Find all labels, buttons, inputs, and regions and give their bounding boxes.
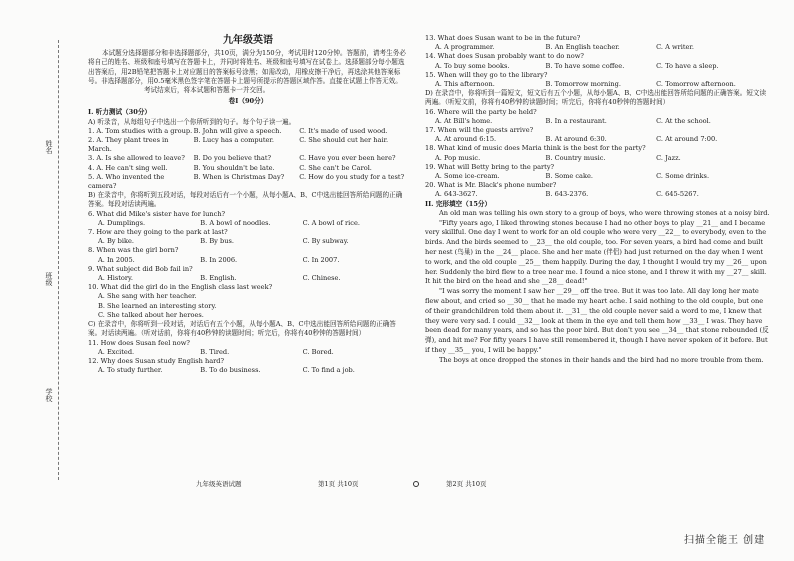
options (425, 135, 770, 144)
instruction-c: C) 在录音中，你将听到一段对话，对话后有五个小题，从每小题A、B、C中选出能回答所给问题的正确答案。对话读两遍。（听对话前，你将有40秒钟的读题时间；听完后，你将有40秒钟的答题时间） (88, 320, 396, 338)
option: A. To study further. (98, 366, 163, 375)
a-row-5 (88, 173, 408, 191)
option: C. How do you study for a test? (299, 172, 405, 181)
intro-text: 本试题分选择题部分和非选择题部分，共10页，满分为150分，考试用时120分钟。答题前，请考生务必将自己的姓名、班级和座号填写在答题卡上，并同时将姓名、班级和座号填写在试卷上。选择题部分每小题选出答案后，用2B铅笔把答题卡上对应题目的答案标号涂黑；如需改动，用橡皮擦干净后，再选涂其他答案标号。非选择题部分，用0.5毫米黑色签字笔在答题卡上题号所提示的答题区域作答。直接在试题上作答无效。 (88, 49, 406, 85)
option: B. Tired. (200, 347, 230, 356)
side-label-school: 学校 (45, 388, 53, 402)
option: B. Lucy has a computer. (193, 136, 274, 145)
right-column (425, 34, 770, 366)
side-label-name: 姓名 (45, 140, 53, 154)
option: A. Dumplings. (98, 218, 146, 227)
option: B. An English teacher. (545, 43, 620, 52)
option: C. Jazz. (656, 153, 681, 162)
part-heading: 卷Ⅰ（90分） (228, 97, 268, 106)
side-label-class: 班级 (45, 272, 53, 286)
intro-text-2: 考试结束后，将本试题和答题卡一并交回。 (144, 86, 270, 95)
option: A. Excited. (98, 347, 135, 356)
question-16 (425, 108, 770, 126)
option: A. In 2005. (98, 255, 135, 264)
option: 5. A. Who invented the camera? (88, 172, 165, 191)
option: C. To have a sleep. (656, 61, 719, 70)
cloze-passage (425, 209, 770, 366)
option: B. Do you believe that? (193, 154, 271, 163)
option: A. This afternoon. (435, 80, 495, 89)
section-a-items (88, 127, 408, 191)
option: 3. A. Is she allowed to leave? (88, 154, 185, 163)
options (425, 172, 770, 181)
instruction-b: B) 在录音中，你将听到五段对话，每段对话后有一个小题，从每小题A、B、C中选出能回答所给问题的正确答案。每段对话读两遍。 (88, 191, 403, 209)
a-row-3 (88, 154, 408, 163)
options (88, 237, 408, 246)
options (425, 80, 770, 89)
question-text: 18. What kind of music does Maria think is the best for the party? (425, 144, 646, 153)
option: 1. A. Tom studies with a group. (88, 126, 193, 135)
question-text: 15. When will they go to the library? (425, 70, 548, 79)
a-row-1 (88, 127, 408, 136)
option: A. To buy some books. (435, 61, 510, 70)
option: C. In 2007. (302, 255, 340, 264)
page-title: 九年级英语 (223, 35, 273, 46)
instruction-a: A) 听录音，从每组句子中选出一个你所听到的句子。每个句子读一遍。 (88, 117, 296, 126)
instruction-d: D) 在录音中，你将听到一篇短文，短文后有五个小题，从每小题A、B、C中选出能回答所给问题的正确答案。短文读两遍。（听短文前，你将有40秒钟的读题时间；听完后，你将有40秒钟的答题时间） (425, 89, 767, 107)
cloze-paragraph: "I was sorry the moment I saw her __29__ off the tree. But it was too late. All day long her mate flew about, and cried so __30__ that he made my heart ache. I said nothing to the old couple, but one of their grandchildren told them about it. __31__ the old couple never said a word to me, I knew that they were very sad. I could __32__ look at them in the eye and tell them how __33__ I was. They have been dead for many years, and so has the poor bird. But don't you see __34__ that stone rebounded (反弹), and hit me? For fifty years I have still remembered it, though I have never spoken of it before. But if they __35__ you, I will be happy." (425, 287, 769, 355)
question-text: 19. What will Betty bring to the party? (425, 162, 555, 171)
question-text: 9. What subject did Bob fail in? (88, 264, 193, 273)
option: B. Country music. (545, 153, 606, 162)
option: C. 645-5267. (656, 190, 699, 199)
option: B. You shouldn't be late. (193, 163, 275, 172)
options (425, 62, 770, 71)
option: C. She can't be Carol. (299, 163, 372, 172)
question-11 (88, 339, 408, 357)
option: B. She learned an interesting story. (98, 301, 217, 310)
question-text: 11. How does Susan feel now? (88, 338, 190, 347)
option: B. In 2006. (200, 255, 238, 264)
question-10 (88, 283, 408, 320)
section-cloze: II. 完形填空（15分） (425, 199, 492, 208)
question-7 (88, 228, 408, 246)
question-12 (88, 357, 408, 375)
question-14 (425, 52, 770, 70)
option: B. At around 6:30. (545, 135, 607, 144)
option: C. Tomorrow afternoon. (656, 80, 736, 89)
option: B. English. (200, 274, 237, 283)
option: B. John will give a speech. (193, 126, 282, 135)
option: A. By bike. (98, 237, 134, 246)
option: C. Chinese. (302, 274, 341, 283)
binding-line (58, 40, 59, 480)
option: B. Tomorrow morning. (545, 80, 621, 89)
option: C. At the school. (656, 116, 711, 125)
section-listening: I. 听力测试（30分） (88, 108, 152, 117)
option: A. History. (98, 274, 133, 283)
question-text: 6. What did Mike's sister have for lunch? (88, 209, 226, 218)
a-row-2 (88, 136, 408, 154)
question-text: 16. Where will the party be held? (425, 107, 537, 116)
option: C. She talked about her heroes. (98, 310, 204, 319)
question-9 (88, 265, 408, 283)
option: C. A bowl of rice. (302, 218, 360, 227)
options (88, 274, 408, 283)
footer-title: 九年级英语试题 (196, 480, 242, 488)
options (425, 190, 770, 199)
question-text: 13. What does Susan want to be in the future? (425, 34, 581, 42)
option: B. By bus. (200, 237, 234, 246)
option: C. Some drinks. (656, 172, 710, 181)
scanner-watermark: 扫描全能王 创建 (684, 535, 766, 546)
option: 4. A. He can't sing well. (88, 163, 168, 172)
question-6 (88, 210, 408, 228)
options (88, 366, 408, 375)
option: A. Some ice-cream. (435, 172, 500, 181)
option: B. A bowl of noodles. (200, 218, 271, 227)
question-19 (425, 163, 770, 181)
option: C. Have you ever been here? (299, 154, 396, 163)
option: C. By subway. (302, 237, 349, 246)
question-8 (88, 246, 408, 264)
option: C. At around 7:00. (656, 135, 718, 144)
question-18 (425, 144, 770, 162)
option: A. Pop music. (435, 153, 481, 162)
option: B. In a restaurant. (545, 116, 607, 125)
options (88, 256, 408, 265)
footer-page-2: 第2页 共10页 (446, 480, 487, 488)
question-text: 7. How are they going to the park at last? (88, 228, 228, 237)
option: 2. A. They plant trees in March. (88, 136, 169, 154)
option: B. When is Christmas Day? (193, 172, 285, 181)
question-text: 10. What did the girl do in the English class last week? (88, 283, 273, 292)
a-row-4 (88, 164, 408, 173)
options (425, 43, 770, 52)
question-text: 20. What is Mr. Black's phone number? (425, 181, 557, 190)
option: B. To do business. (200, 366, 261, 375)
question-text: 17. When will the guests arrive? (425, 126, 534, 135)
option: C. To find a job. (302, 366, 355, 375)
option: A. 643-3627. (435, 190, 478, 199)
option: A. At around 6:15. (435, 135, 497, 144)
option: A. She sang with her teacher. (98, 292, 197, 301)
cloze-paragraph: The boys at once dropped the stones in their hands and the bird had no more trouble from them. (439, 355, 764, 364)
option: A. A programmer. (435, 43, 495, 52)
options (425, 117, 770, 126)
question-text: 8. When was the girl born? (88, 246, 179, 255)
cloze-paragraph: "Fifty years ago, I liked throwing stones because I had no other boys to play __21__ and I became very skillful. One day I went to work for an old couple who were very __22__ to everybody, even to the birds. And the birds seemed to __23__ the old couple, too. For seven years, a bird had come and built her nest (鸟巢) in the __24__ place. She and her mate (伴侣) had just returned on the day when I went to work, and the old couple __25__ them happily. During the day, I thought I would try my __26__ upon her. Suddenly the bird flew to a tree near me. I found a nice stone, and I threw it with my __27__ skill. It hit the bird on the head and she __28__ dead!" (425, 218, 767, 286)
question-text: 14. What does Susan probably want to do now? (425, 52, 584, 61)
options (88, 219, 408, 228)
question-15 (425, 71, 770, 89)
cloze-paragraph: An old man was telling his own story to a group of boys, who were throwing stones at a noisy bird. (439, 208, 770, 217)
options (88, 348, 408, 357)
option: C. Bored. (302, 347, 334, 356)
option: B. Some cake. (545, 172, 593, 181)
question-17 (425, 126, 770, 144)
option: B. 643-2376. (545, 190, 589, 199)
question-13 (425, 34, 770, 52)
left-column (88, 34, 408, 375)
option: B. To have some coffee. (545, 61, 625, 70)
option: C. It's made of used wood. (299, 126, 388, 135)
option: A. At Bill's home. (435, 116, 493, 125)
question-text: 12. Why does Susan study English hard? (88, 356, 225, 365)
option: C. A writer. (656, 43, 694, 52)
footer-page-1: 第1页 共10页 (318, 480, 359, 488)
question-20 (425, 181, 770, 199)
options (425, 154, 770, 163)
option: C. She should cut her hair. (299, 136, 389, 145)
center-mark-icon (413, 481, 419, 487)
